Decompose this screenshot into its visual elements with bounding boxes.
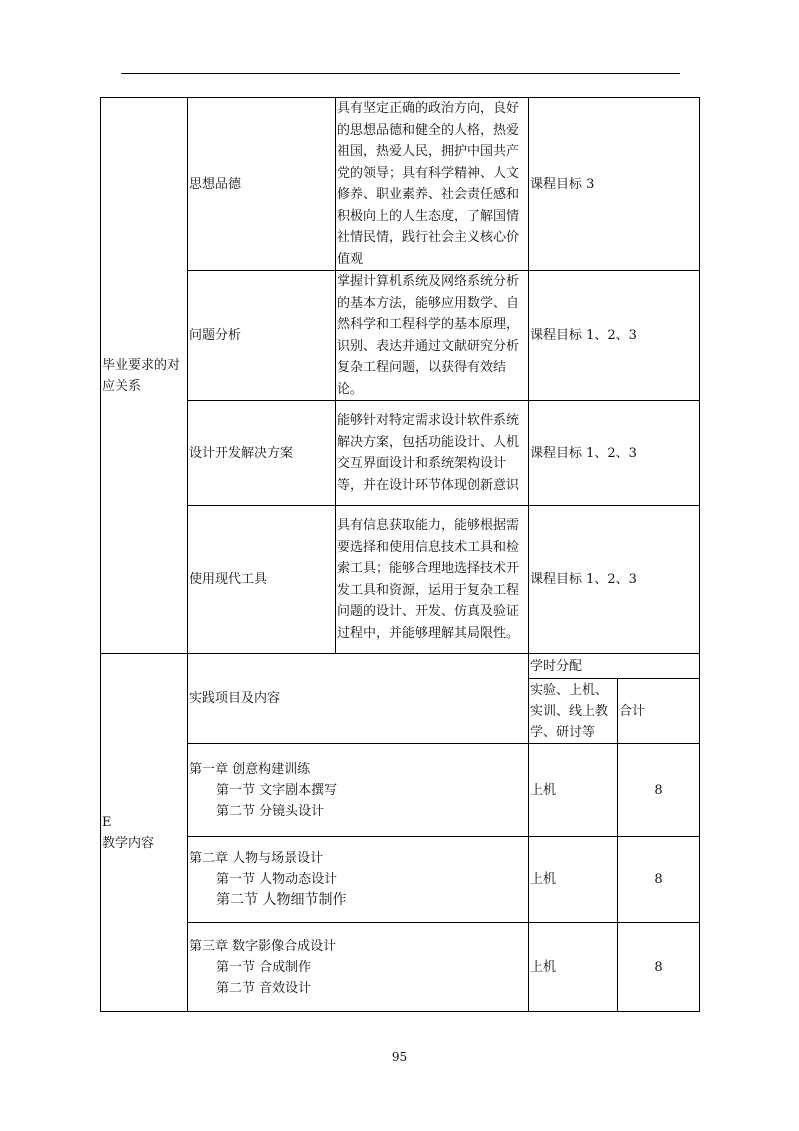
requirement-description: 具有坚定正确的政治方向，良好的思想品德和健全的人格，热爱祖国，热爱人民，拥护中国共产党的领导；具有科学精神、人文修养、职业素养、社会责任感和积极向上的人生态度，了解国情社情民情，践行社会主义核心价值观 [336,98,529,271]
hours-type: 上机 [529,837,618,923]
requirement-description: 能够针对特定需求设计软件系统解决方案，包括功能设计、人机交互界面设计和系统架构设计等，并在设计环节体现创新意识 [336,401,529,506]
requirement-name: 使用现代工具 [188,506,336,654]
course-target: 课程目标 1、2、3 [529,271,700,401]
requirement-name: 思想品德 [188,98,336,271]
section-title: 教学内容 [102,835,155,851]
chapter-title: 第一章 创意构建训练 [189,761,311,777]
course-target: 课程目标 3 [529,98,700,271]
hours-type: 上机 [529,923,618,1012]
teaching-header-row [101,654,700,679]
hours-total: 8 [618,837,700,923]
requirement-name: 设计开发解决方案 [188,401,336,506]
section-item: 第二节 分镜头设计 [216,803,325,819]
requirement-row [101,98,700,271]
project-header: 实践项目及内容 [188,654,529,744]
chapter-content [188,744,529,837]
section-marker: E [102,814,112,830]
requirement-row [101,506,700,654]
header-rule [121,73,680,74]
teaching-section-label [101,654,188,1012]
section-item: 第一节 合成制作 [216,959,312,975]
hours-group-header: 学时分配 [529,654,700,679]
requirement-description: 掌握计算机系统及网络系统分析的基本方法，能够应用数学、自然科学和工程科学的基本原理，识别、表达并通过文献研究分析复杂工程问题，以获得有效结论。 [336,271,529,401]
section-item: 第一节 文字剧本撰写 [216,782,338,798]
hours-type: 上机 [529,744,618,837]
section-item: 第二节 音效设计 [216,980,312,996]
course-target: 课程目标 1、2、3 [529,401,700,506]
section-item: 第一节 人物动态设计 [216,872,338,887]
chapter-row [101,744,700,837]
chapter-row [101,837,700,923]
hours-total: 8 [618,923,700,1012]
course-target: 课程目标 1、2、3 [529,506,700,654]
page-number: 95 [391,1050,408,1064]
course-table [100,97,700,1012]
chapter-content [188,923,529,1012]
chapter-title: 第三章 数字影像合成设计 [189,938,337,954]
section-item: 第二节 人物细节制作 [216,892,347,908]
hours-total: 8 [618,744,700,837]
requirement-description: 具有信息获取能力，能够根据需要选择和使用信息技术工具和检索工具；能够合理地选择技术开发工具和资源，运用于复杂工程问题的设计、开发、仿真及验证过程中，并能够理解其局限性。 [336,506,529,654]
chapter-content [188,837,529,923]
chapter-row [101,923,700,1012]
requirement-name: 问题分析 [188,271,336,401]
requirement-row [101,401,700,506]
requirement-row [101,271,700,401]
hours-type-header: 实验、上机、实训、线上教学、研讨等 [529,679,618,744]
chapter-title: 第二章 人物与场景设计 [189,851,324,866]
hours-total-header: 合计 [618,679,700,744]
requirements-section-label: 毕业要求的对应关系 [101,98,188,654]
